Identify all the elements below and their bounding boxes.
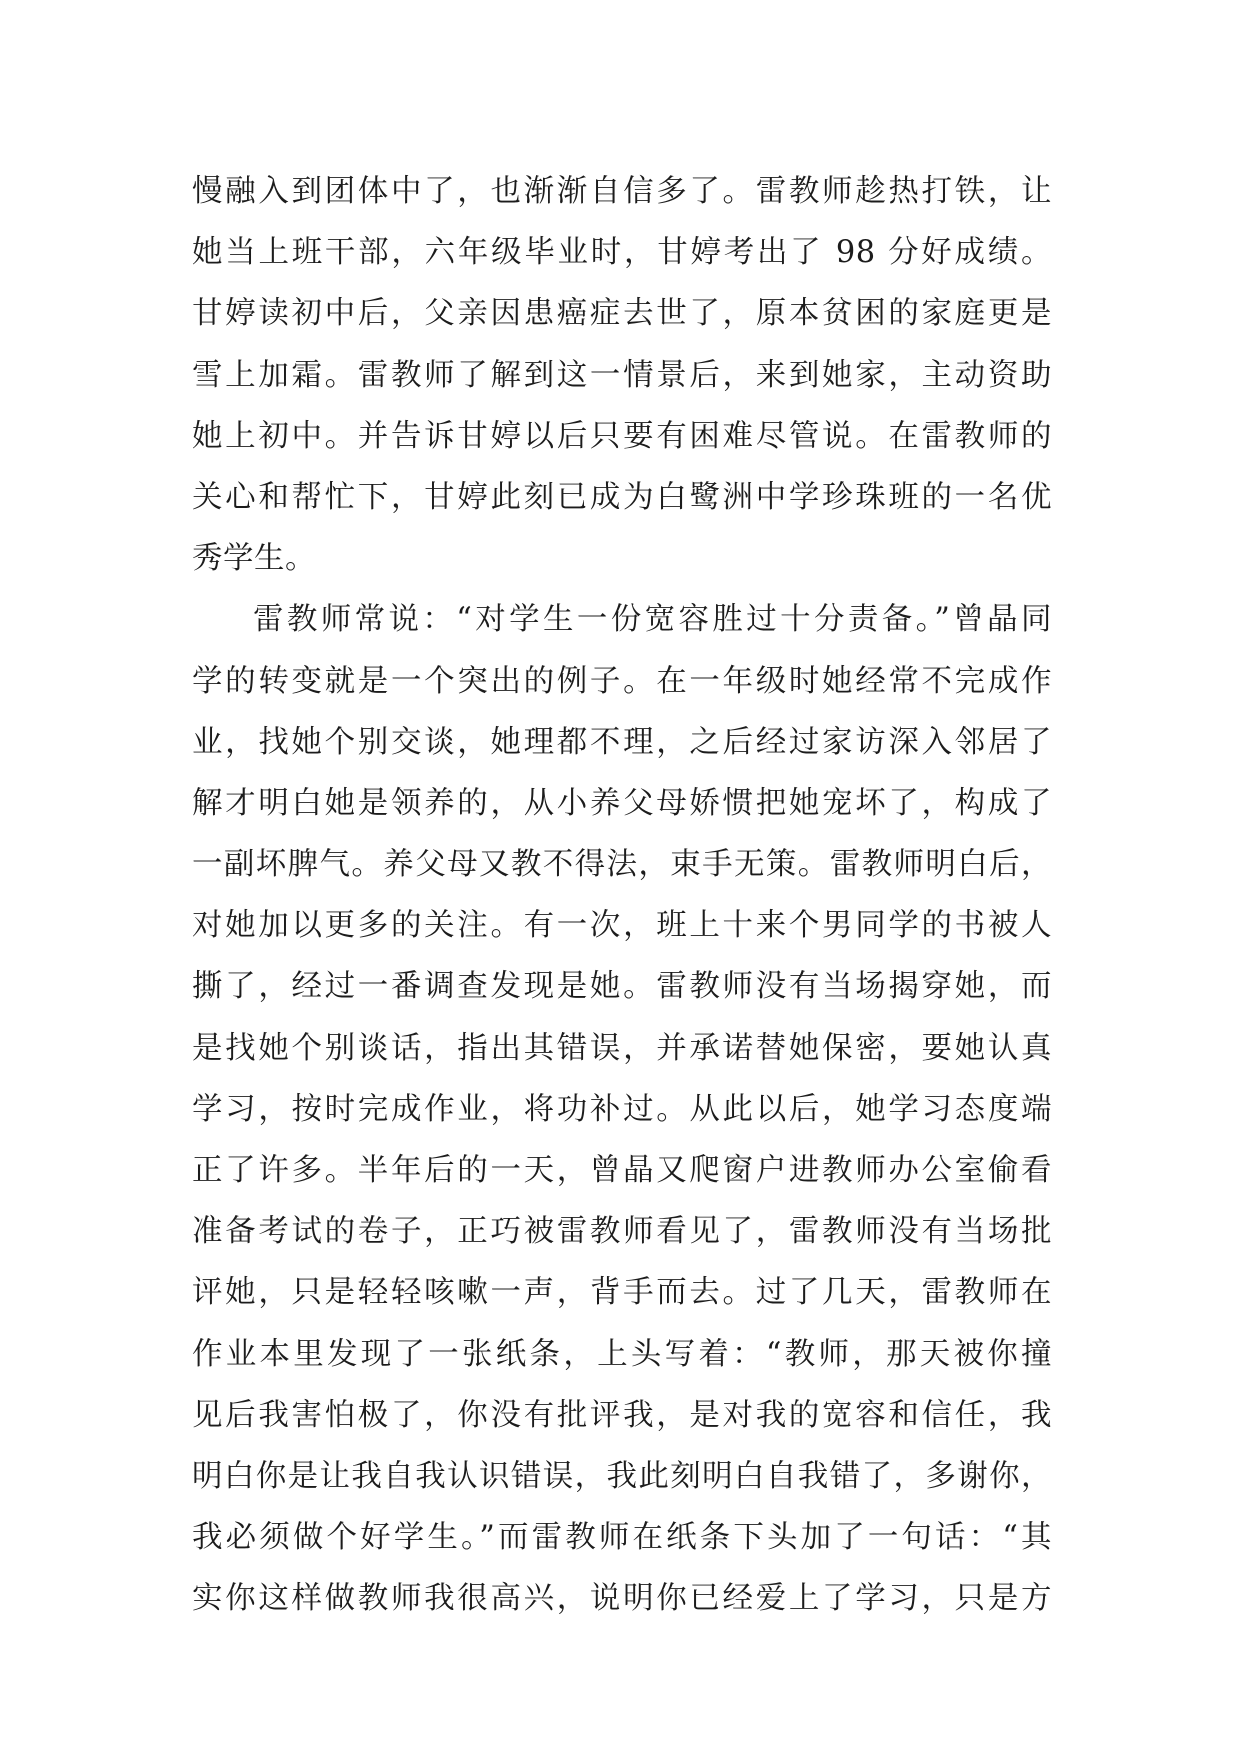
text-line: 一副坏脾气。养父母又教不得法，束手无策。雷教师明白后， [192, 847, 1052, 883]
text-line: 甘婷读初中后，父亲因患癌症去世了，原本贫困的家庭更是 [192, 296, 1052, 332]
text-line: 她当上班干部，六年级毕业时，甘婷考出了 98 分好成绩。 [192, 235, 1052, 271]
text-line: 实你这样做教师我很高兴，说明你已经爱上了学习，只是方 [192, 1581, 1052, 1617]
paragraph-2 [192, 589, 1052, 1752]
text-line: 撕了，经过一番调查发现是她。雷教师没有当场揭穿她，而 [192, 969, 1052, 1005]
text-line: 明白你是让我自我认识错误，我此刻明白自我错了，多谢你， [192, 1458, 1052, 1494]
text-line: 见后我害怕极了，你没有批评我，是对我的宽容和信任，我 [192, 1397, 1052, 1433]
text-line: 对她加以更多的关注。有一次，班上十来个男同学的书被人 [192, 908, 1052, 944]
text-line: 准备考试的卷子，正巧被雷教师看见了，雷教师没有当场批 [192, 1214, 1052, 1250]
text-line: 秀学生。 [192, 541, 316, 577]
text-line: 学习，按时完成作业，将功补过。从此以后，她学习态度端 [192, 1091, 1052, 1127]
body-text [192, 161, 1052, 1752]
text-line: 作业本里发现了一张纸条，上头写着：“教师，那天被你撞 [192, 1336, 1052, 1372]
text-line: 雪上加霜。雷教师了解到这一情景后，来到她家，主动资助 [192, 357, 1052, 393]
text-line: 我必须做个好学生。”而雷教师在纸条下头加了一句话：“其 [192, 1520, 1052, 1556]
text-line: 慢融入到团体中了，也渐渐自信多了。雷教师趁热打铁，让 [192, 174, 1052, 209]
text-line: 关心和帮忙下，甘婷此刻已成为白鹭洲中学珍珠班的一名优 [192, 479, 1052, 515]
text-line: 正了许多。半年后的一天，曾晶又爬窗户进教师办公室偷看 [192, 1153, 1052, 1188]
text-line: 是找她个别谈话，指出其错误，并承诺替她保密，要她认真 [192, 1030, 1052, 1066]
text-line: 业，找她个别交谈，她理都不理，之后经过家访深入邻居了 [192, 724, 1052, 760]
text-line: 雷教师常说：“对学生一份宽容胜过十分责备。”曾晶同 [253, 602, 1052, 638]
text-line [192, 1630, 1052, 1691]
text-line: 她上初中。并告诉甘婷以后只要有困难尽管说。在雷教师的 [192, 418, 1052, 454]
text-line: 学的转变就是一个突出的例子。在一年级时她经常不完成作 [192, 663, 1052, 699]
text-line: 解才明白她是领养的，从小养父母娇惯把她宠坏了，构成了 [192, 785, 1052, 821]
text-line [192, 1691, 1052, 1752]
text-line: 评她，只是轻轻咳嗽一声，背手而去。过了几天，雷教师在 [192, 1275, 1052, 1311]
paragraph-1 [192, 161, 1052, 589]
